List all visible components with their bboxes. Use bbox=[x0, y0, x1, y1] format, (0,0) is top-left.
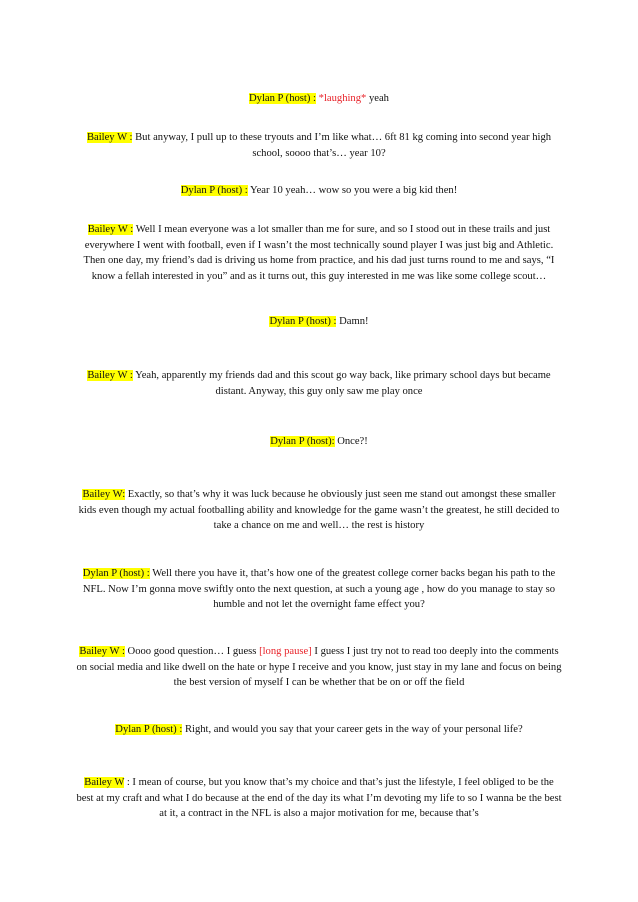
transcript-line bbox=[76, 775, 562, 822]
speaker-label: Dylan P (host) : bbox=[180, 185, 248, 196]
speaker-label: Bailey W : bbox=[87, 370, 133, 381]
transcript-line bbox=[76, 644, 562, 691]
transcript-line bbox=[76, 368, 562, 399]
stage-cue: *laughing* bbox=[318, 93, 367, 104]
line-text: But anyway, I pull up to these tryouts and I’m like what… 6ft 81 kg coming into second year high school, soooo that’s… year 10? bbox=[132, 132, 552, 159]
speaker-label: Dylan P (host) : bbox=[269, 316, 337, 327]
line-text: Exactly, so that’s why it was luck because he obviously just seen me stand out amongst these smaller kids even though my actual footballing ability and knowledge for the game wasn’t the greatest, he still decided to take a chance on me and well… the rest is history bbox=[78, 489, 560, 531]
transcript-line bbox=[76, 722, 562, 738]
transcript-line bbox=[76, 183, 562, 199]
line-text: Well there you have it, that’s how one of the greatest college corner backs began his path to the NFL. Now I’m gonna move swiftly onto the next question, at such a young age , how do you manage to stay so humble and not let the overnight fame effect you? bbox=[82, 568, 556, 610]
stage-cue: [long pause] bbox=[259, 646, 312, 657]
line-text: I guess I just try not to read too deeply into the comments on social media and like dwell on the hate or hype I receive and you know, just stay in my lane and focus on being the best version of myself I can be whether that be on or off the field bbox=[76, 646, 562, 688]
speaker-label: Dylan P (host): bbox=[270, 436, 335, 447]
line-text: Right, and would you say that your career gets in the way of your personal life? bbox=[182, 724, 523, 735]
line-text: Damn! bbox=[336, 316, 369, 327]
line-text: : I mean of course, but you know that’s my choice and that’s just the lifestyle, I feel obliged to be the best at my craft and what I do because at the end of the day its what I’m devoting my life to so I wanna be the best at it, a contract in the NFL is also a major motivation for me, because that’s bbox=[76, 777, 562, 819]
line-text: Oooo good question… I guess bbox=[124, 646, 260, 657]
line-text: Well I mean everyone was a lot smaller than me for sure, and so I stood out in these trails and just everywhere I went with football, even if I wasn’t the most technically sound player I was just big and Athletic. Then one day, my friend’s dad is driving us home from practice, and his dad just turns round to me and says, “I know a fellah interested in you” and as it turns out, this guy interested in me was like some college scout… bbox=[83, 224, 555, 282]
transcript-line bbox=[76, 434, 562, 450]
line-text: yeah bbox=[366, 93, 389, 104]
transcript-line bbox=[76, 222, 562, 284]
speaker-label: Bailey W : bbox=[87, 224, 134, 235]
transcript-line bbox=[76, 566, 562, 613]
speaker-label: Bailey W : bbox=[79, 646, 125, 657]
line-text: Yeah, apparently my friends dad and this scout go way back, like primary school days but became distant. Anyway, this guy only saw me play once bbox=[132, 370, 551, 397]
line-text: Year 10 yeah… wow so you were a big kid then! bbox=[247, 185, 458, 196]
speaker-label: Bailey W bbox=[84, 777, 125, 788]
speaker-label: Bailey W: bbox=[82, 489, 126, 500]
transcript-line bbox=[76, 91, 562, 107]
transcript-line bbox=[76, 314, 562, 330]
speaker-label: Bailey W : bbox=[86, 132, 133, 143]
speaker-label: Dylan P (host) : bbox=[249, 93, 316, 104]
transcript-line bbox=[76, 130, 562, 161]
speaker-label: Dylan P (host) : bbox=[82, 568, 150, 579]
transcript-line bbox=[76, 487, 562, 534]
speaker-label: Dylan P (host) : bbox=[115, 724, 183, 735]
line-text: Once?! bbox=[334, 436, 368, 447]
